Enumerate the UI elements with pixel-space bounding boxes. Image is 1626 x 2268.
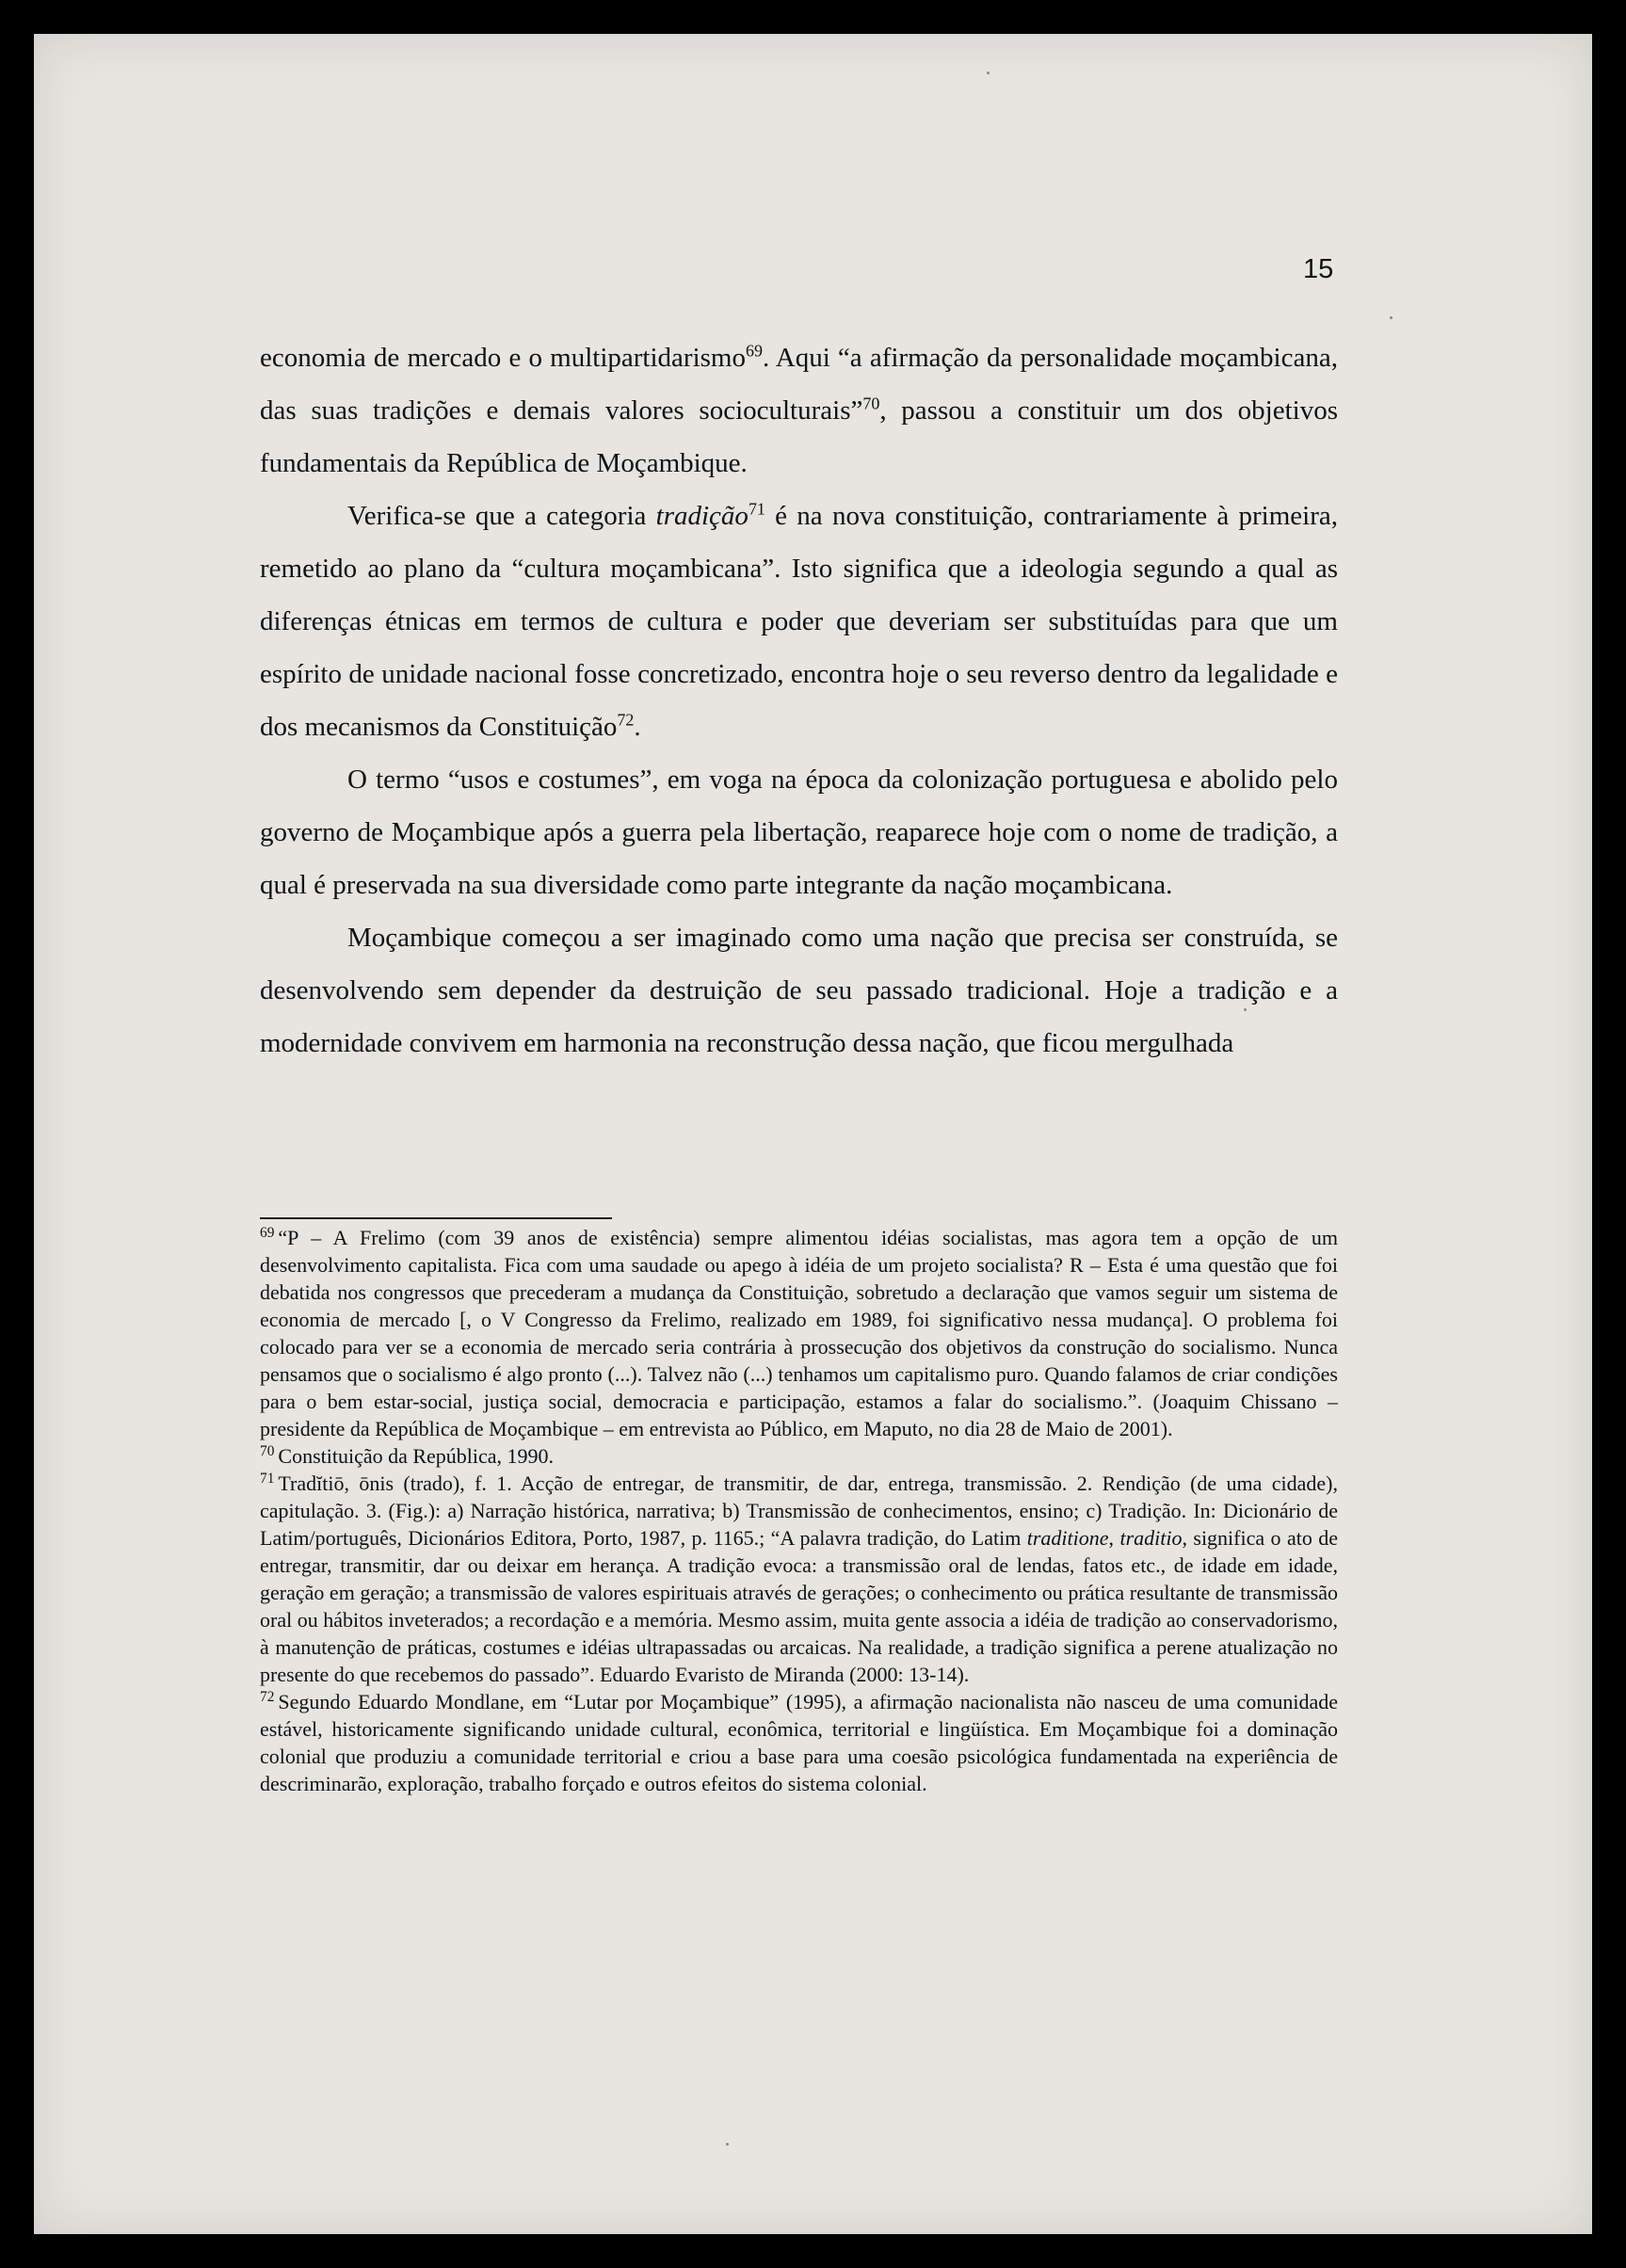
footnotes (260, 1224, 1338, 1797)
footnote-71: $^{71}$ Tradĭtiō, ōnis (trado), f. 1. Acção de entregar, de transmitir, de dar, entrega, transmissão. 2. Rendição (de uma cidade), capitulação. 3. (Fig.): a) Narração histórica, narrativa; b) Transmissão de conhecimentos, ensino; c) Tradição. In: Dicionário de Latim/português, Dicionários Editora, Porto, 1987, p. 1165.; “A palavra tradição, do Latim traditione, traditio, significa o ato de entregar, transmitir, dar ou deixar em herança. A tradição evoca: a transmissão oral de lendas, fatos etc., de idade em idade, geração em geração; a transmissão de valores espirituais através de gerações; o conhecimento ou prática resultante de transmissão oral ou hábitos inveterados; a recordação e a memória. Mesmo assim, muita gente associa a idéia de tradição ao conservadorismo, à manutenção de práticas, costumes e idéias ultrapassadas ou arcaicas. Na realidade, a tradição significa a perene atualização no presente do que recebemos do passado”. Eduardo Evaristo de Miranda (2000: 13-14). (260, 1470, 1339, 1686)
scan-speck (987, 72, 990, 74)
footnote-separator (260, 1217, 612, 1219)
footnote-number: 69 (260, 1224, 275, 1241)
footnote-ref-69[interactable]: 69 (745, 341, 763, 361)
footnote-69: $^{69}$ “P – A Frelimo (com 39 anos de existência) sempre alimentou idéias socialistas, mas agora tem a opção de um desenvolvimento capitalista. Fica com uma saudade ou apego à idéia de um projeto socialista? R – Esta é uma questão que foi debatida nos congressos que precederam a mudança da Constituição, sobretudo a declaração que vamos seguir um sistema de economia de mercado [, o V Congresso da Frelimo, realizado em 1989, foi significativo nessa mudança]. O problema foi colocado para ver se a economia de mercado seria contrária à prossecução dos objetivos da construção do socialismo. Nunca pensamos que o socialismo é algo pronto (...). Talvez não (...) tenhamos um capitalismo puro. Quando falamos de criar condições para o bem estar-social, justiça social, democracia e participação, estamos a falar do socialismo.”. (Joaquim Chissano – presidente da República de Moçambique – em entrevista ao Público, em Maputo, no dia 28 de Maio de 2001). (260, 1224, 1338, 1440)
paragraph-1: economia de mercado e o multipartidarismo$^{69}$. Aqui “a afirmação da personalidade moçambicana, das suas tradições e demais valores socioculturais”$^{70}$, passou a constituir um dos objetivos fundamentais da República de Moçambique. (260, 341, 1338, 478)
body-text (260, 331, 1338, 1070)
footnote-ref-72[interactable]: 72 (617, 710, 635, 730)
paragraph-3: O termo “usos e costumes”, em voga na época da colonização portuguesa e abolido pelo governo de Moçambique após a guerra pela libertação, reaparece hoje com o nome de tradição, a qual é preservada na sua diversidade como parte integrante da nação moçambicana. (260, 764, 1338, 900)
page-number: 15 (1303, 254, 1334, 284)
scan-speck (726, 2143, 729, 2146)
footnote-number: 72 (260, 1688, 275, 1705)
emphasis-tradicao: tradição (655, 501, 749, 531)
scan-speck (1390, 316, 1393, 319)
footnote-number: 70 (260, 1442, 275, 1459)
footnote-ref-71[interactable]: 71 (748, 499, 765, 519)
footnote-72: $^{72}$ Segundo Eduardo Mondlane, em “Lutar por Moçambique” (1995), a afirmação nacionalista não nasceu de uma comunidade estável, historicamente significando unidade cultural, econômica, territorial e lingüística. Em Moçambique foi a dominação colonial que produziu a comunidade territorial e criou a base para uma coesão psicológica fundamentada na experiência de descriminarão, exploração, trabalho forçado e outros efeitos do sistema colonial. (260, 1688, 1338, 1795)
footnote-ref-70[interactable]: 70 (862, 394, 880, 413)
footnote-number: 71 (260, 1470, 275, 1487)
paragraph-4: Moçambique começou a ser imaginado como uma nação que precisa ser construída, se desenvolvendo sem depender da destruição de seu passado tradicional. Hoje a tradição e a modernidade convivem em harmonia na reconstrução dessa nação, que ficou mergulhada (260, 923, 1338, 1058)
footnote-70: $^{70}$ Constituição da República, 1990. (260, 1442, 555, 1468)
paragraph-2: Verifica-se que a categoria tradição$^{71}$ é na nova constituição, contrariamente à primeira, remetido ao plano da “cultura moçambicana”. Isto significa que a ideologia segundo a qual as diferenças étnicas em termos de cultura e poder que deveriam ser substituídas para que um espírito de unidade nacional fosse concretizado, encontra hoje o seu reverso dentro da legalidade e dos mecanismos da Constituição$^{72}$. (260, 499, 1339, 742)
